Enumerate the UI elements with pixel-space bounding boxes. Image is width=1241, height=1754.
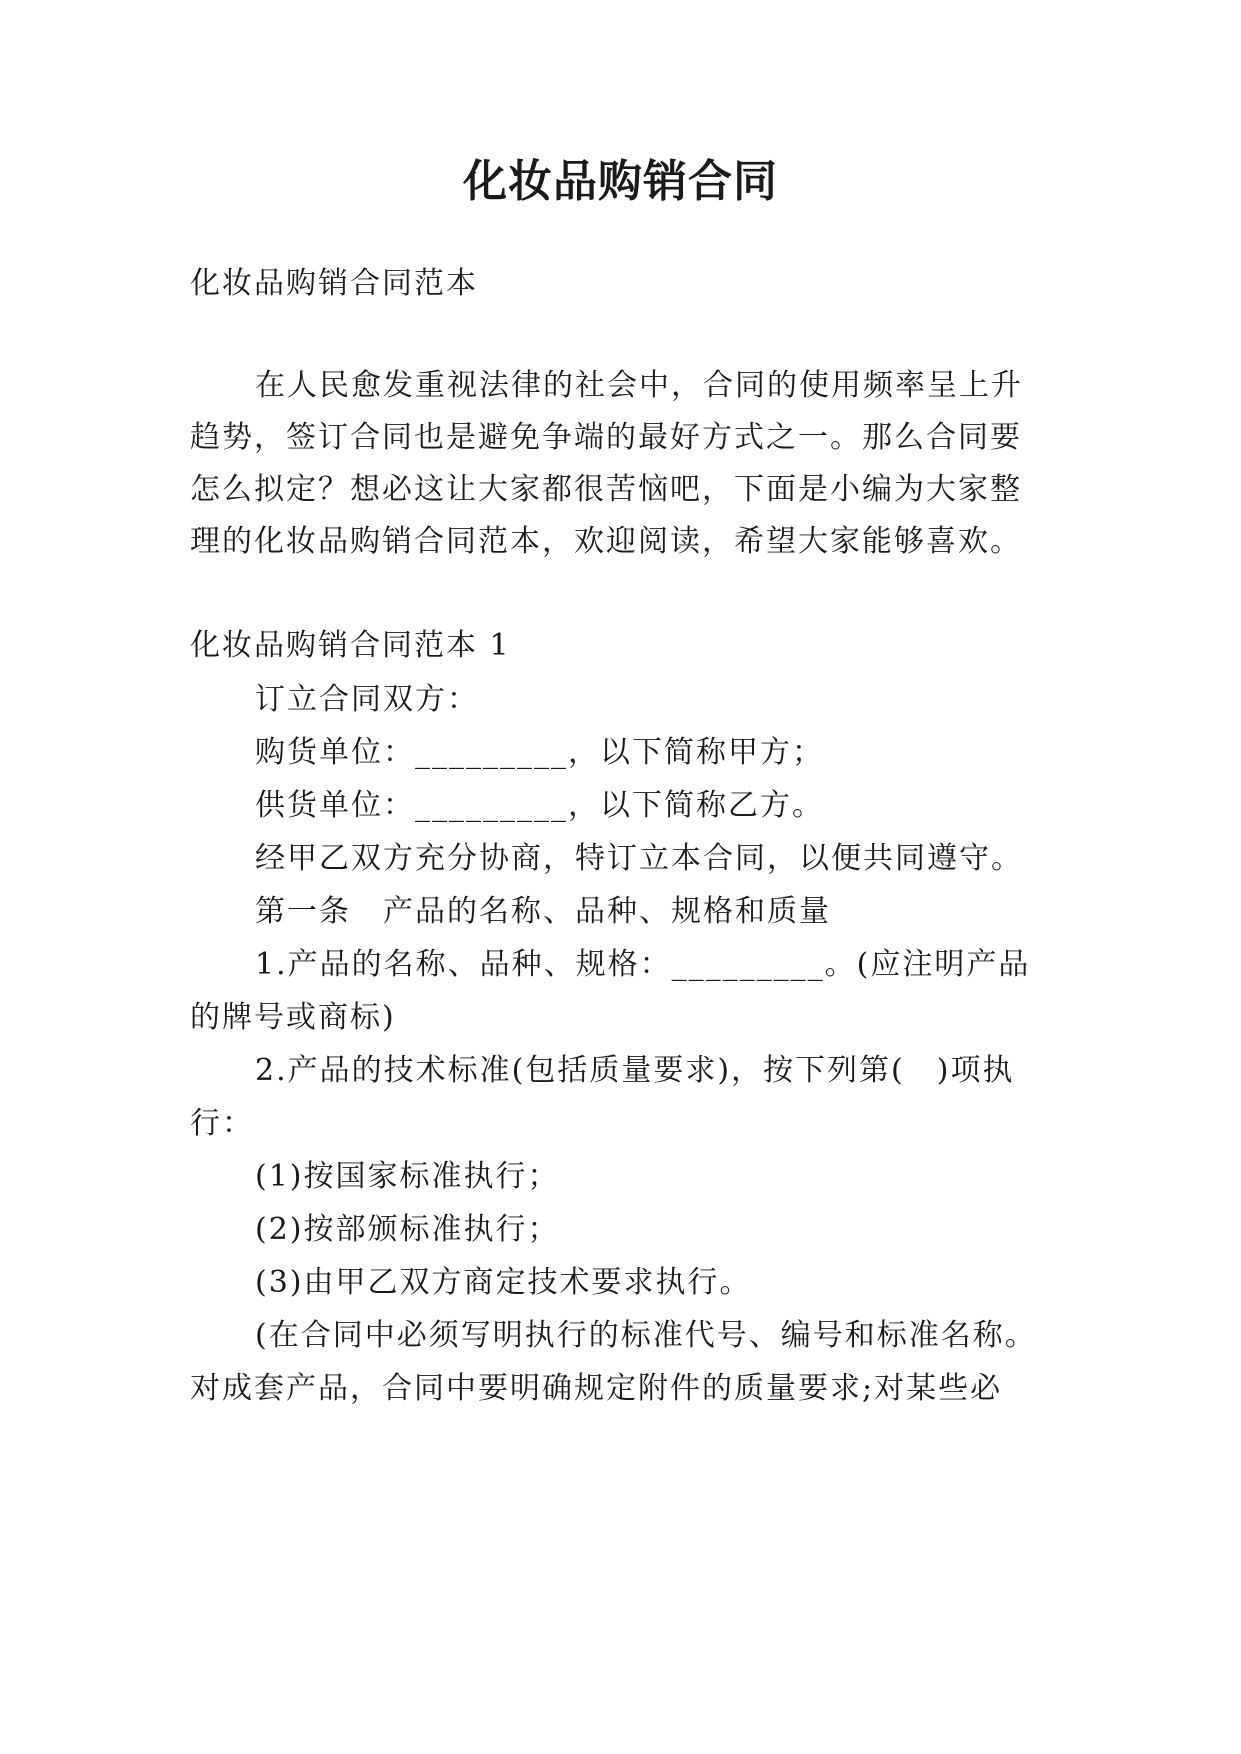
intro-line: 理的化妆品购销合同范本，欢迎阅读，希望大家能够喜欢。	[190, 524, 1022, 559]
intro-line: 怎么拟定？想必这让大家都很苦恼吧，下面是小编为大家整	[190, 472, 1022, 507]
body-line: (2)按部颁标准执行；	[255, 1212, 560, 1247]
intro-line: 在人民愈发重视法律的社会中，合同的使用频率呈上升	[255, 368, 1023, 403]
intro-line: 趋势，签订合同也是避免争端的最好方式之一。那么合同要	[190, 420, 1022, 455]
body-line: 1.产品的名称、品种、规格：_________。(应注明产品	[255, 947, 1031, 982]
body-line: 供货单位：_________，以下简称乙方。	[255, 788, 824, 823]
body-line: 的牌号或商标)	[190, 1000, 396, 1035]
document-subtitle: 化妆品购销合同范本	[190, 266, 478, 301]
body-line: 购货单位：_________，以下简称甲方；	[255, 735, 824, 770]
article-heading: 第一条 产品的名称、品种、规格和质量	[255, 894, 831, 929]
body-line: 对成套产品，合同中要明确规定附件的质量要求;对某些必	[190, 1371, 1003, 1406]
body-line: 行：	[190, 1106, 254, 1141]
section-heading: 化妆品购销合同范本 1	[190, 628, 511, 663]
body-line: (在合同中必须写明执行的标准代号、编号和标准名称。	[255, 1318, 1037, 1353]
document-title: 化妆品购销合同	[463, 156, 778, 207]
body-line: (3)由甲乙双方商定技术要求执行。	[255, 1265, 752, 1300]
body-line: (1)按国家标准执行；	[255, 1159, 560, 1194]
body-line: 经甲乙双方充分协商，特订立本合同，以便共同遵守。	[255, 841, 1023, 876]
body-line: 订立合同双方：	[255, 682, 479, 717]
body-line: 2.产品的技术标准(包括质量要求)，按下列第( )项执	[255, 1053, 1015, 1088]
